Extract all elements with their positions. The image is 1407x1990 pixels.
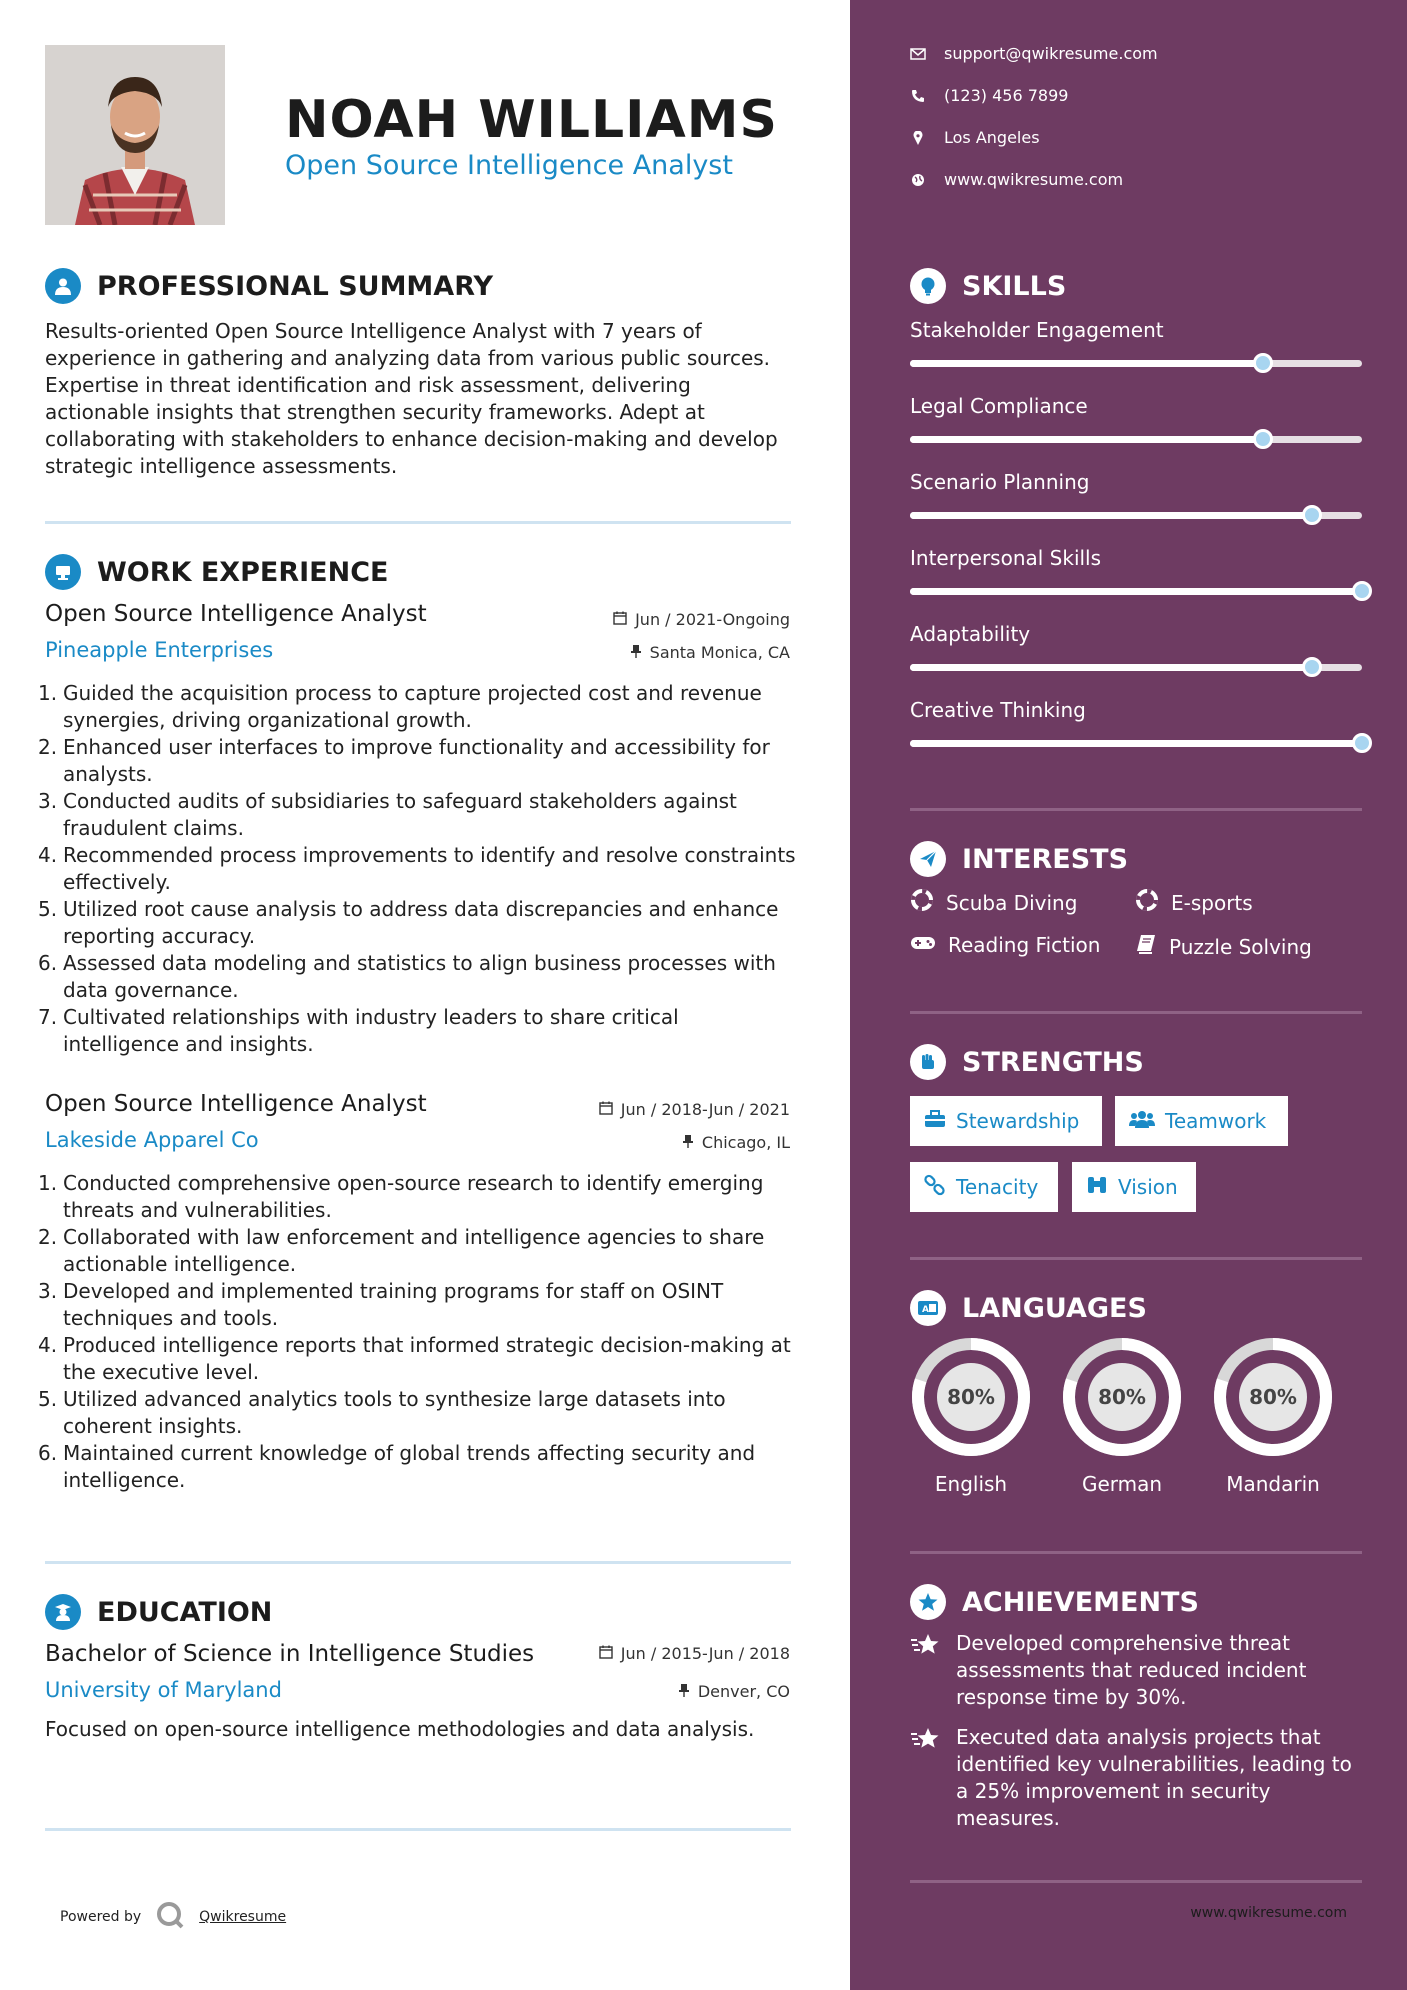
contact-email-text[interactable]: support@qwikresume.com bbox=[944, 44, 1158, 63]
strength-badge: Tenacity bbox=[910, 1162, 1058, 1212]
calendar-icon bbox=[599, 1100, 613, 1119]
language-name: German bbox=[1081, 1472, 1163, 1496]
candidate-title: Open Source Intelligence Analyst bbox=[285, 150, 733, 181]
language-ring bbox=[910, 1336, 1032, 1458]
phone-icon bbox=[910, 89, 926, 103]
sidebar bbox=[850, 0, 1407, 1990]
globe-icon bbox=[910, 173, 926, 187]
life-ring-icon bbox=[910, 888, 934, 917]
strengths-heading bbox=[910, 1044, 1144, 1080]
skill-bar-knob bbox=[1352, 581, 1372, 601]
experience-heading-label: WORK EXPERIENCE bbox=[97, 556, 389, 588]
section-divider bbox=[45, 1828, 791, 1831]
skill-item bbox=[910, 698, 1362, 747]
pin-icon bbox=[630, 643, 642, 662]
toolbox-icon bbox=[924, 1109, 946, 1133]
powered-by-label: Powered by bbox=[60, 1909, 142, 1925]
skill-label: Creative Thinking bbox=[910, 698, 1086, 722]
job-location bbox=[630, 643, 790, 662]
skill-bar-fill bbox=[910, 588, 1362, 595]
education-heading-label: EDUCATION bbox=[97, 1596, 273, 1628]
section-divider bbox=[910, 1551, 1362, 1554]
section-divider bbox=[910, 1257, 1362, 1260]
job-bullets bbox=[38, 1170, 798, 1494]
job-dates-text: Jun / 2021-Ongoing bbox=[635, 610, 790, 629]
skill-bar-knob bbox=[1302, 657, 1322, 677]
skill-item bbox=[910, 470, 1362, 519]
skill-bar-track bbox=[910, 740, 1362, 747]
section-divider bbox=[910, 808, 1362, 811]
list-item: 1. Conducted comprehensive open-source research to identify emerging threats and vulnerabilities. bbox=[38, 1171, 764, 1222]
contact-location bbox=[910, 128, 1040, 147]
achievements-heading bbox=[910, 1584, 1199, 1620]
list-item: 4. Produced intelligence reports that informed strategic decision-making at the executive level. bbox=[38, 1333, 791, 1384]
candidate-name: NOAH WILLIAMS bbox=[285, 90, 778, 150]
language-item bbox=[1212, 1336, 1334, 1496]
company-name: Lakeside Apparel Co bbox=[45, 1128, 259, 1152]
fist-icon bbox=[910, 1044, 946, 1080]
skill-item bbox=[910, 622, 1362, 671]
list-item: 6. Assessed data modeling and statistics to align business processes with data governance. bbox=[38, 951, 776, 1002]
list-item: 1. Guided the acquisition process to capture projected cost and revenue synergies, driving organizational growth. bbox=[38, 681, 762, 732]
star-badge-icon bbox=[910, 1584, 946, 1620]
language-item bbox=[1061, 1336, 1183, 1496]
list-item: 5. Utilized root cause analysis to address data discrepancies and enhance reporting accuracy. bbox=[38, 897, 779, 948]
section-divider bbox=[910, 1880, 1362, 1883]
section-divider bbox=[45, 1561, 791, 1564]
list-item: 7. Cultivated relationships with industry leaders to share critical intelligence and insights. bbox=[38, 1005, 679, 1056]
calendar-icon bbox=[613, 610, 627, 629]
interest-item: E-sports bbox=[1135, 888, 1253, 917]
star-icon bbox=[910, 1724, 942, 1832]
pin-icon bbox=[682, 1133, 694, 1152]
list-item: 2. Collaborated with law enforcement and intelligence agencies to share actionable intelligence. bbox=[38, 1225, 765, 1276]
qwikresume-logo-icon bbox=[155, 1900, 185, 1934]
user-icon bbox=[45, 268, 81, 304]
skill-item bbox=[910, 394, 1362, 443]
experience-heading bbox=[45, 554, 388, 590]
job-dates-text: Jun / 2018-Jun / 2021 bbox=[620, 1100, 790, 1119]
skill-label: Interpersonal Skills bbox=[910, 546, 1102, 570]
calendar-icon bbox=[599, 1644, 613, 1663]
book-icon bbox=[1135, 933, 1157, 960]
life-ring-icon bbox=[1135, 888, 1159, 917]
education-heading bbox=[45, 1594, 272, 1630]
list-item: 3. Conducted audits of subsidiaries to safeguard stakeholders against fraudulent claims. bbox=[38, 789, 737, 840]
achievements-heading-label: ACHIEVEMENTS bbox=[962, 1586, 1199, 1618]
graduate-icon bbox=[45, 1594, 81, 1630]
contact-website bbox=[910, 170, 1123, 189]
pin-icon bbox=[678, 1682, 690, 1701]
list-item: 5. Utilized advanced analytics tools to synthesize large datasets into coherent insights. bbox=[38, 1387, 726, 1438]
job-dates bbox=[613, 610, 790, 629]
company-name: Pineapple Enterprises bbox=[45, 638, 274, 662]
skill-bar-knob bbox=[1253, 429, 1273, 449]
lightbulb-icon bbox=[910, 268, 946, 304]
interests-heading bbox=[910, 841, 1128, 877]
education-description: Focused on open-source intelligence methodologies and data analysis. bbox=[45, 1717, 755, 1741]
skill-item bbox=[910, 546, 1362, 595]
skill-bar-fill bbox=[910, 512, 1312, 519]
strength-badge: Vision bbox=[1072, 1162, 1196, 1212]
skill-bar-track bbox=[910, 512, 1362, 519]
link-icon bbox=[924, 1174, 946, 1201]
briefcase-icon bbox=[45, 554, 81, 590]
list-item: 2. Enhanced user interfaces to improve functionality and accessibility for analysts. bbox=[38, 735, 770, 786]
list-item: 6. Maintained current knowledge of global trends affecting security and intelligence. bbox=[38, 1441, 756, 1492]
powered-by bbox=[60, 1900, 286, 1934]
translate-icon bbox=[910, 1290, 946, 1326]
job-title: Open Source Intelligence Analyst bbox=[45, 601, 427, 627]
contact-email bbox=[910, 44, 1158, 63]
skill-label: Legal Compliance bbox=[910, 394, 1088, 418]
language-ring bbox=[1061, 1336, 1183, 1458]
job-location-text: Santa Monica, CA bbox=[649, 643, 790, 662]
envelope-icon bbox=[910, 48, 926, 60]
skill-item bbox=[910, 318, 1362, 367]
skill-bar-fill bbox=[910, 664, 1312, 671]
strength-badge: Stewardship bbox=[910, 1096, 1102, 1146]
skill-bar-fill bbox=[910, 360, 1263, 367]
skill-bar-track bbox=[910, 436, 1362, 443]
paper-plane-icon bbox=[910, 841, 946, 877]
education-location bbox=[678, 1682, 790, 1701]
achievement-item: Executed data analysis projects that identified key vulnerabilities, leading to a 25% improvement in security measures. bbox=[910, 1724, 1370, 1832]
language-percent: 80% bbox=[947, 1385, 995, 1409]
contact-location-text: Los Angeles bbox=[944, 128, 1040, 147]
summary-heading bbox=[45, 268, 493, 304]
skills-heading-label: SKILLS bbox=[962, 270, 1067, 302]
users-icon bbox=[1129, 1109, 1155, 1133]
skill-label: Stakeholder Engagement bbox=[910, 318, 1164, 342]
skill-bar-track bbox=[910, 588, 1362, 595]
svg-text:A: A bbox=[922, 1305, 929, 1315]
language-name: Mandarin bbox=[1226, 1472, 1320, 1496]
skill-bar-track bbox=[910, 664, 1362, 671]
interests-heading-label: INTERESTS bbox=[962, 843, 1129, 875]
job-title: Open Source Intelligence Analyst bbox=[45, 1091, 427, 1117]
interest-item: Puzzle Solving bbox=[1135, 933, 1312, 960]
languages-heading bbox=[910, 1290, 1147, 1326]
skill-label: Adaptability bbox=[910, 622, 1031, 646]
contact-phone bbox=[910, 86, 1068, 105]
language-name: English bbox=[934, 1472, 1008, 1496]
school-name: University of Maryland bbox=[45, 1678, 282, 1702]
qwikresume-link[interactable]: Qwikresume bbox=[199, 1909, 287, 1925]
strength-badge: Teamwork bbox=[1115, 1096, 1288, 1146]
degree-title: Bachelor of Science in Intelligence Studies bbox=[45, 1641, 535, 1667]
skill-bar-knob bbox=[1352, 733, 1372, 753]
summary-heading-label: PROFESSIONAL SUMMARY bbox=[97, 270, 494, 302]
section-divider bbox=[45, 521, 791, 524]
interest-item: Reading Fiction bbox=[910, 933, 1100, 957]
education-location-text: Denver, CO bbox=[697, 1682, 790, 1701]
footer-website[interactable]: www.qwikresume.com bbox=[1190, 1905, 1347, 1921]
profile-photo bbox=[45, 45, 225, 225]
skill-bar-fill bbox=[910, 436, 1263, 443]
education-dates bbox=[599, 1644, 790, 1663]
language-item bbox=[910, 1336, 1032, 1496]
skill-bar-knob bbox=[1253, 353, 1273, 373]
star-icon bbox=[910, 1630, 942, 1711]
language-ring bbox=[1212, 1336, 1334, 1458]
gamepad-icon bbox=[910, 933, 936, 957]
skill-bar-track bbox=[910, 360, 1362, 367]
job-location bbox=[682, 1133, 790, 1152]
skills-heading bbox=[910, 268, 1066, 304]
language-percent: 80% bbox=[1249, 1385, 1297, 1409]
list-item: 3. Developed and implemented training programs for staff on OSINT techniques and tools. bbox=[38, 1279, 724, 1330]
skill-label: Scenario Planning bbox=[910, 470, 1090, 494]
contact-phone-text: (123) 456 7899 bbox=[944, 86, 1069, 105]
education-dates-text: Jun / 2015-Jun / 2018 bbox=[620, 1644, 790, 1663]
summary-text: Results-oriented Open Source Intelligence Analyst with 7 years of experience in gathering and analyzing data from various public sources. Expertise in threat identification and risk assessment, delivering actionable insights that strengthen security frameworks. Adept at collaborating with stakeholders to enhance decision-making and develop strategic intelligence assessments. bbox=[45, 319, 778, 478]
job-bullets bbox=[38, 680, 798, 1058]
strengths-heading-label: STRENGTHS bbox=[962, 1046, 1144, 1078]
languages-heading-label: LANGUAGES bbox=[962, 1292, 1147, 1324]
interest-item: Scuba Diving bbox=[910, 888, 1077, 917]
map-marker-icon bbox=[910, 131, 926, 145]
binoculars-icon bbox=[1086, 1175, 1108, 1200]
job-dates bbox=[599, 1100, 790, 1119]
section-divider bbox=[910, 1011, 1362, 1014]
skill-bar-knob bbox=[1302, 505, 1322, 525]
skill-bar-fill bbox=[910, 740, 1362, 747]
contact-website-text[interactable]: www.qwikresume.com bbox=[944, 170, 1124, 189]
job-location-text: Chicago, IL bbox=[701, 1133, 790, 1152]
language-percent: 80% bbox=[1098, 1385, 1146, 1409]
list-item: 4. Recommended process improvements to identify and resolve constraints effectively. bbox=[38, 843, 796, 894]
achievement-item: Developed comprehensive threat assessments that reduced incident response time by 30%. bbox=[910, 1630, 1370, 1711]
